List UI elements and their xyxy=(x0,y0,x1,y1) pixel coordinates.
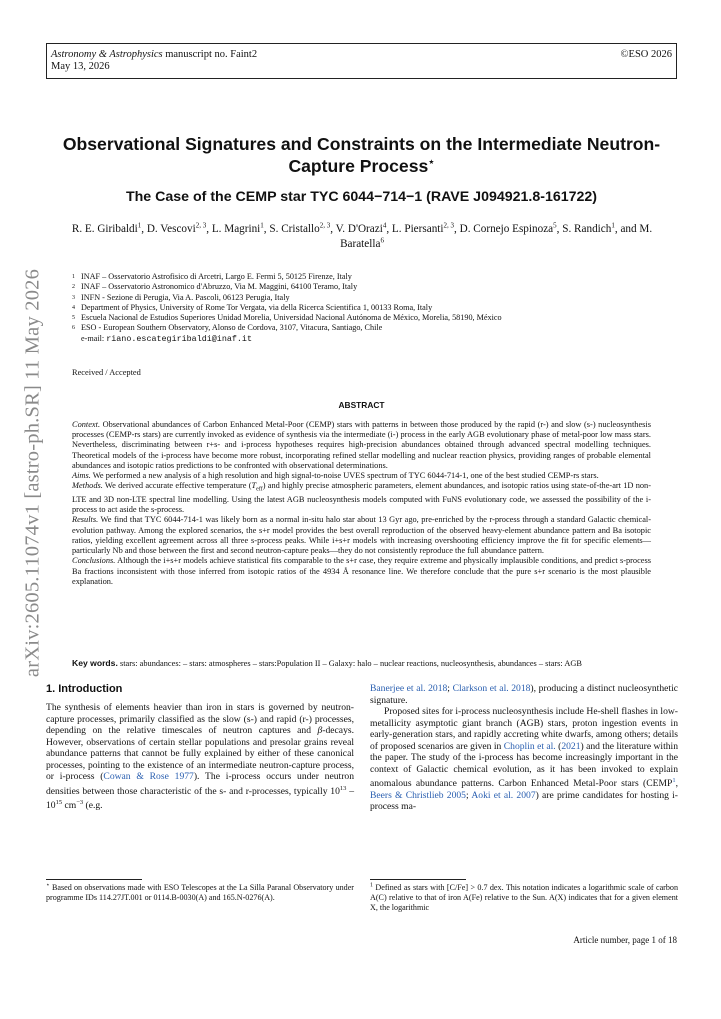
received-accepted: Received / Accepted xyxy=(72,368,141,377)
author-affiliation-ref: 2, 3 xyxy=(443,221,455,230)
affiliation-text: INAF – Osservatorio Astrofisico di Arcetri, Largo E. Fermi 5, 50125 Firenze, Italy xyxy=(81,272,352,281)
exponent: 15 xyxy=(55,799,63,807)
context-text: Observational abundances of Carbon Enhanced Metal-Poor (CEMP) stars with patterns in between those produced by the rapid (r-) and slow (s-) nucleosynthesis processes (CEMP-rs stars) are currently invoked as evidence of synthesis via the intermediate (i-) process in the early AGB evolutionary phase of metal-poor low mass stars. Nevertheless, discriminating between r+s- and i-process hypotheses requires high-precision abundances obtained through advanced spectral modelling techniques. Theoretical models of the i-process have become more robust, incorporating refined stellar modelling and nuclear reaction physics, providing ranges of probable elemental abundances and isotopic ratios predictions to be confronted with observational determinations. xyxy=(72,420,651,470)
affiliation-number: 6 xyxy=(72,325,75,332)
intro-text: The synthesis of elements heavier than iron in stars is governed by neutron-capture processes, primarily classified as the slow (s-) and rapid (r-) processes, depending on the relative timescales of neutron captures and xyxy=(46,702,354,736)
intro-text: (e.g. xyxy=(83,800,103,812)
affiliation-number: 2 xyxy=(72,284,75,291)
footnote-1 xyxy=(370,883,678,912)
affiliation-item xyxy=(72,293,672,303)
footnote-link-1[interactable]: 1 xyxy=(672,777,676,784)
author-list: R. E. Giribaldi$^1$, D. Vescovi$^{2, 3}$, L. Magrini$^1$, S. Cristallo$^{2, 3}$, V. D'Orazi$^4$, L. Piersanti$^{2, 3}$, D. Cornejo Espinoza$^5$, S. Randich$^1$, and M. Baratella$^6$ xyxy=(71,221,653,250)
author-name: D. Cornejo Espinoza xyxy=(459,223,554,235)
header-copyright: ©ESO 2026 xyxy=(620,49,672,60)
affiliation-text: INFN - Sezione di Perugia, Via A. Pascoli, 06123 Perugia, Italy xyxy=(81,292,290,302)
exponent: −3 xyxy=(76,799,84,807)
intro-text: ). The i-process occurs under neutron densities between those characteristic of the s- and r-processes, typically 10 xyxy=(46,771,354,797)
author-name: S. Cristallo xyxy=(269,223,320,235)
intro-text: ( xyxy=(555,740,562,752)
affiliation-number: 5 xyxy=(72,315,75,322)
journal-name: Astronomy & Astrophysics xyxy=(51,49,163,60)
email-label: e-mail: xyxy=(81,333,107,343)
footnote-mark: 1 xyxy=(370,882,373,889)
author-affiliation-ref: 5 xyxy=(553,221,557,230)
footnote-text: Based on observations made with ESO Telescopes at the La Silla Paranal Observatory under programme IDs 114.27JT.001 or 0114.B-0030(A) and 165.N-0276(A). xyxy=(46,883,354,902)
affiliation-number: 1 xyxy=(72,274,75,280)
footnote-rule-right xyxy=(370,879,466,880)
affiliation-text: INAF – Osservatorio Astronomico d'Abruzzo, Via M. Maggini, 64100 Teramo, Italy xyxy=(81,282,358,292)
author-affiliation-ref: 2, 3 xyxy=(195,221,207,230)
citation-choplin-year[interactable]: 2021 xyxy=(561,740,581,752)
header-date: May 13, 2026 xyxy=(51,61,110,72)
affiliation-text: ESO - European Southern Observatory, Alonso de Cordova, 3107, Vitacura, Santiago, Chile xyxy=(81,323,383,333)
citation-aoki-2007[interactable]: Aoki et al. 2007 xyxy=(471,789,536,801)
citation-choplin-2021[interactable]: Choplin et al. xyxy=(503,740,556,752)
context-label: Context. xyxy=(72,420,101,429)
arxiv-stamp-text[interactable]: arXiv:2605.11074v1 [astro-ph.SR] 11 May 2026 xyxy=(21,268,44,678)
conclusions-label: Conclusions. xyxy=(72,556,116,566)
intro-paragraph-1-continued xyxy=(370,683,678,706)
affiliation-text: Department of Physics, University of Rome Tor Vergata, via della Ricerca Scientifica 1, 00133 Roma, Italy xyxy=(81,302,433,312)
intro-paragraph-2 xyxy=(370,706,678,813)
affiliation-number: 3 xyxy=(72,294,75,301)
title-text: Observational Signatures and Constraints on the Intermediate Neutron-Capture Process xyxy=(62,134,661,176)
author-affiliation-ref: 4 xyxy=(382,221,387,230)
author-name: L. Piersanti xyxy=(391,223,444,235)
arxiv-stamp[interactable] xyxy=(20,263,46,683)
affiliation-item xyxy=(72,313,672,323)
intro-text: ), producing a distinct nucleosynthetic signature. xyxy=(370,683,678,706)
methods-text-b: ) and highly precise atmospheric parameters, element abundances, and isotopic ratios using state-of-the-art 1D non-LTE and 3D non-LTE spectral line modelling. Using the latest AGB nucleosynthesis models computed with FuNS evolutionary code, we assessed the possibility of the i-process to act aside the s-process. xyxy=(72,481,651,515)
intro-text: -decays. However, observations of certain stellar populations and presolar grains reveal abundance patterns that cannot be fully explained by either of these canonical processes, pointing to the existence of an intermediate neutron-capture process, or i-process ( xyxy=(46,725,354,782)
intro-text: ) and the literature within the paper. The study of the i-process has become increasingly important in the context of Galactic chemical evolution, as it has been invoked to explain anomalous abundance patterns. Carbon Enhanced Metal-Poor stars (CEMP xyxy=(370,740,679,790)
separator: ; xyxy=(465,789,472,801)
citation-banerjee-2018[interactable]: Banerjee et al. 2018 xyxy=(370,683,448,694)
abstract-conclusions xyxy=(72,556,651,587)
header-left xyxy=(51,49,257,73)
results-label: Results. xyxy=(72,515,99,525)
conclusions-text: Although the i+s+r models achieve statistical fits comparable to the s+r case, they require extreme and physically implausible conditions, and predict s-process Ba fractions inconsistent with those inferred from isotopic ratios of the 4934 Å resonance line. We therefore conclude that the pure s+r scenario is the most plausible explanation. xyxy=(72,556,651,586)
footnote-title xyxy=(46,883,354,903)
author-affiliation-ref: 6 xyxy=(380,236,384,245)
separator: ; xyxy=(447,683,453,694)
footnote-text: Defined as stars with [C/Fe] > 0.7 dex. This notation indicates a logarithmic scale of carbon A(C) relative to that of iron A(Fe) relative to the Sun. A(X) indicates that for a given element X, the logarithmic xyxy=(370,883,678,912)
affiliation-text: Escuela Nacional de Estudios Superiores Unidad Morelia, Universidad Nacional Autónoma de México, Morelia, 58190, México xyxy=(81,313,502,323)
paper-title xyxy=(46,133,677,177)
exponent: 13 xyxy=(339,784,347,792)
author-affiliation-ref: 1 xyxy=(611,221,615,230)
journal-header xyxy=(46,43,677,79)
author-affiliation-ref: 2, 3 xyxy=(319,221,331,230)
keywords xyxy=(72,658,651,669)
section-heading-introduction: 1. Introduction xyxy=(46,683,123,695)
paper-subtitle: The Case of the CEMP star TYC 6044−714−1 (RAVE J094921.8-161722) xyxy=(125,189,598,205)
affiliation-number: 4 xyxy=(72,304,75,311)
contact-email xyxy=(72,334,672,344)
citation-clarkson-2018[interactable]: Clarkson et al. 2018 xyxy=(452,683,531,694)
keywords-text: stars: abundances: – stars: atmospheres – stars:Population II – Galaxy: halo – nuclear reactions, nucleosynthesis, abundances – stars: AGB xyxy=(117,659,582,668)
email-address[interactable]: riano.escategiribaldi@inaf.it xyxy=(106,333,252,344)
affiliation-item xyxy=(72,303,672,313)
author-name: R. E. Giribaldi xyxy=(71,223,138,235)
page-number-footer: Article number, page 1 of 18 xyxy=(573,935,677,945)
abstract-context xyxy=(72,420,651,471)
footnote-rule-left xyxy=(46,879,142,880)
author-affiliation-ref: 1 xyxy=(137,221,142,230)
abstract-body xyxy=(72,420,651,587)
citation-cowan-rose-1977[interactable]: Cowan & Rose 1977 xyxy=(103,771,194,782)
author-name: V. D'Orazi xyxy=(335,223,383,235)
affiliation-item xyxy=(72,323,672,333)
affiliation-list xyxy=(72,272,672,344)
aims-label: Aims. xyxy=(72,471,91,481)
abstract-aims xyxy=(72,471,651,481)
teff-subscript: eff xyxy=(256,486,263,493)
intro-paragraph-1 xyxy=(46,702,354,812)
affiliation-item xyxy=(72,282,672,292)
abstract-heading: ABSTRACT xyxy=(338,400,385,410)
author-name: M. Baratella xyxy=(340,223,653,250)
keywords-label: Key words. xyxy=(72,658,118,668)
separator: , xyxy=(675,778,678,790)
author-affiliation-ref: 1 xyxy=(260,221,264,230)
beta-symbol: β xyxy=(317,725,323,736)
affiliation-item xyxy=(72,272,672,282)
title-footnote-mark: ⋆ xyxy=(428,157,435,169)
intro-text: – 10 xyxy=(46,785,354,812)
methods-label: Methods. xyxy=(72,481,103,491)
footnote-mark: ⋆ xyxy=(46,882,50,889)
column-left xyxy=(46,683,354,812)
manuscript-number: manuscript no. Faint2 xyxy=(165,49,258,60)
intro-text: ) are prime candidates for hosting i-process ma- xyxy=(370,789,678,813)
citation-beers-christlieb-2005[interactable]: Beers & Christlieb 2005 xyxy=(370,789,466,801)
author-name: D. Vescovi xyxy=(146,223,196,235)
results-text: We find that TYC 6044-714-1 was likely born as a normal in-situ halo star about 13 Gyr ago, pre-enriched by the r-process through a standard Galactic chemical-evolution pathway. Among the explored scenarios, the s+r model provides the best overall reproduction of the observed heavy-element abundance pattern and Ba isotopic ratios, yielding excellent agreement across all three s-process peaks. While i+s+r models with increasing overshooting efficiency improve the fit for specific elements—particularly Nb and those between the first and second neutron-capture peaks—they do not consistently reproduce the full abundance pattern. xyxy=(72,515,651,556)
abstract-methods xyxy=(72,481,651,515)
methods-text-a: We derived accurate effective temperature ( xyxy=(102,481,252,491)
aims-text: We performed a new analysis of a high resolution and high signal-to-noise UVES spectrum of TYC 6044-714-1, one of the best studied CEMP-rs stars. xyxy=(90,471,599,481)
author-name: S. Randich xyxy=(562,223,612,235)
abstract-results xyxy=(72,515,651,556)
author-name: L. Magrini xyxy=(211,223,261,235)
intro-text: Proposed sites for i-process nucleosynthesis include He-shell flashes in low-metallicity asymptotic giant branch (AGB) stars, proton ingestion events in early-generation stars, and rapidly accreting white dwarfs, among others; details of proposed scenarios are given in xyxy=(370,706,678,752)
teff-symbol: T xyxy=(251,481,257,491)
column-right xyxy=(370,683,678,813)
intro-text: cm xyxy=(62,800,77,812)
